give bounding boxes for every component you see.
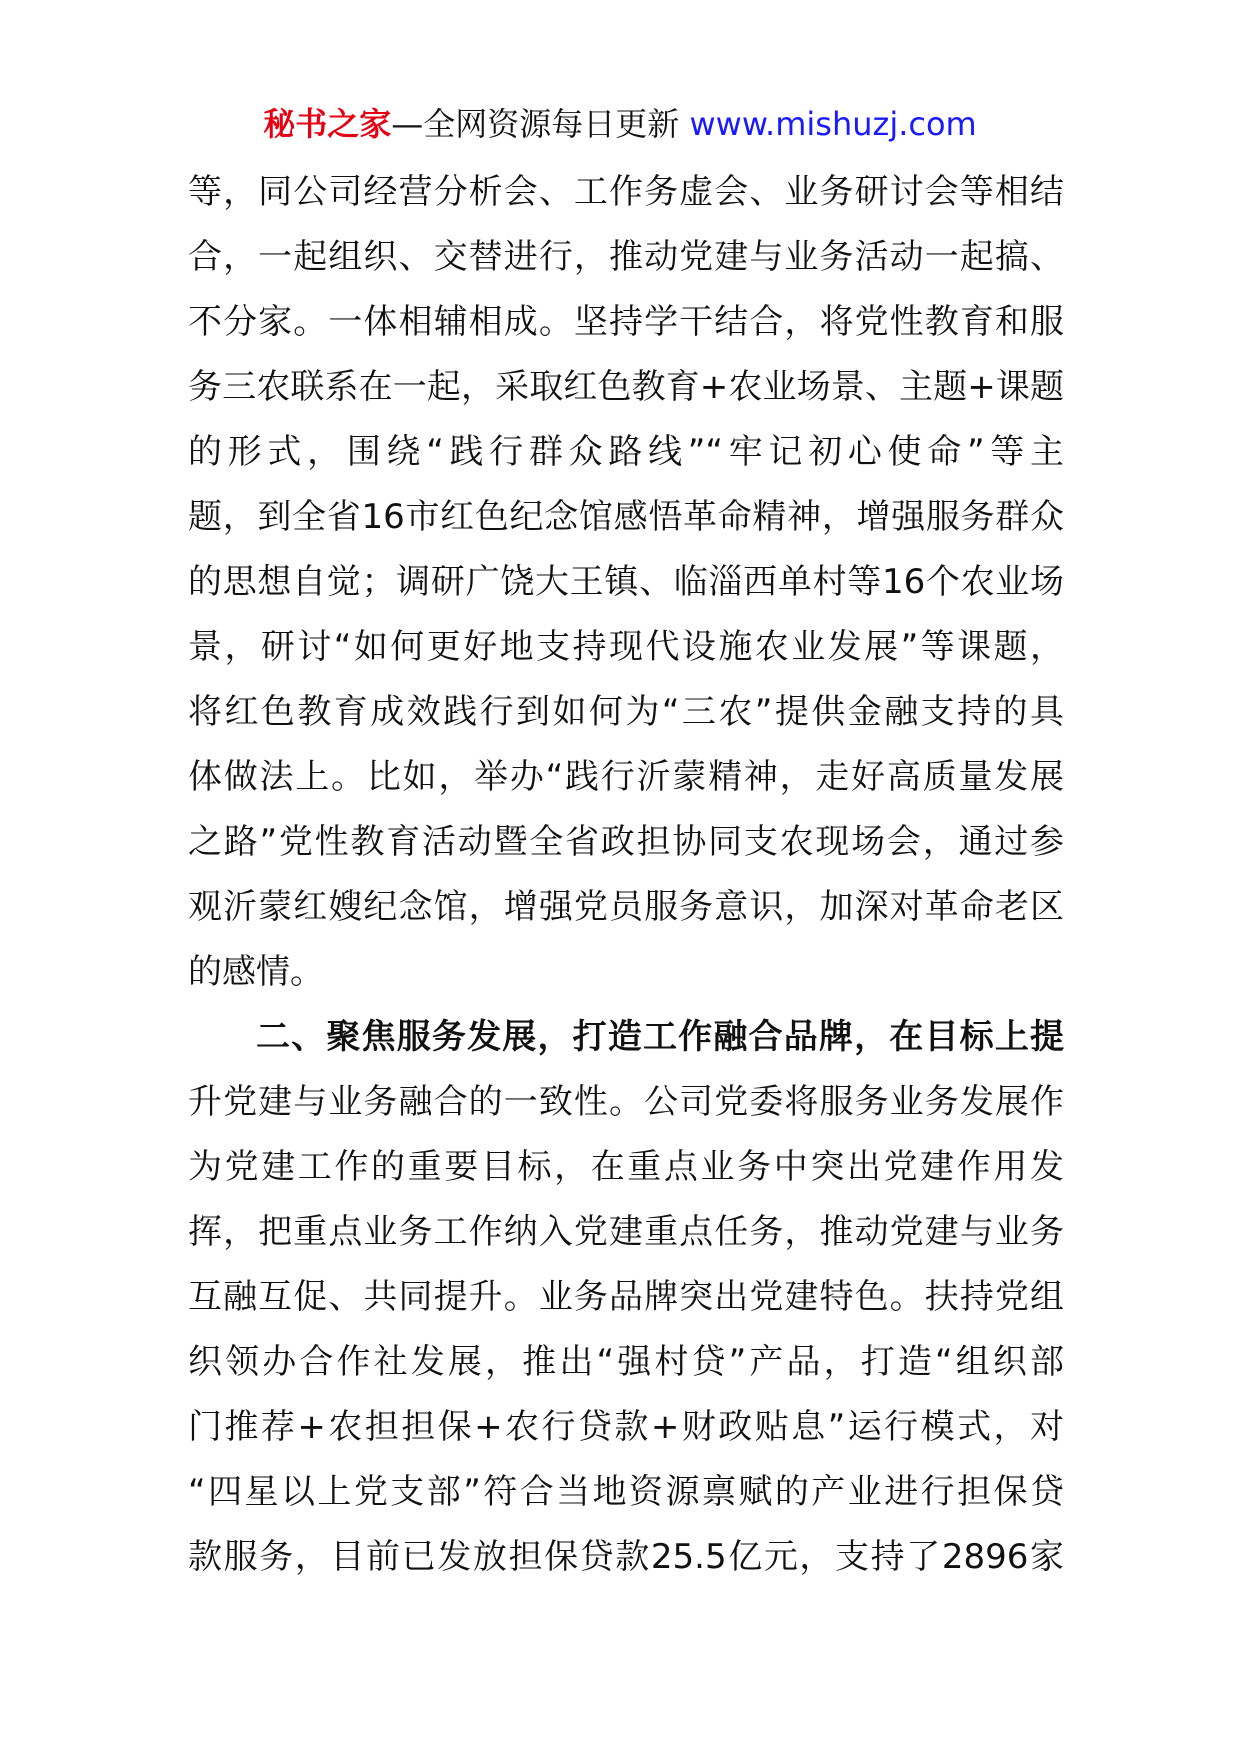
site-url[interactable]: www.mishuzj.com <box>689 105 977 143</box>
text-line: 款服务，目前已发放担保贷款25.5亿元，支持了2896家 <box>188 1537 1064 1577</box>
text-line: 为党建工作的重要目标，在重点业务中突出党建作用发 <box>188 1147 1064 1187</box>
text-line: 挥，把重点业务工作纳入党建重点任务，推动党建与业务 <box>188 1212 1064 1252</box>
header-tagline: —全网资源每日更新 <box>391 105 690 143</box>
text-line: 体做法上。比如，举办“践行沂蒙精神，走好高质量发展 <box>188 757 1064 797</box>
text-line: 景，研讨“如何更好地支持现代设施农业发展”等课题， <box>188 627 1064 667</box>
text-line: 不分家。一体相辅相成。坚持学干结合，将党性教育和服 <box>188 302 1064 342</box>
text-line: 互融互促、共同提升。业务品牌突出党建特色。扶持党组 <box>188 1277 1064 1317</box>
brand-name: 秘书之家 <box>263 105 392 143</box>
text-line: “四星以上党支部”符合当地资源禀赋的产业进行担保贷 <box>188 1472 1064 1512</box>
text-line: 合，一起组织、交替进行，推动党建与业务活动一起搞、 <box>188 237 1064 277</box>
document-body <box>188 160 1064 1590</box>
text-line: 务三农联系在一起，采取红色教育+农业场景、主题+课题 <box>188 367 1064 407</box>
text-line: 织领办合作社发展，推出“强村贷”产品，打造“组织部 <box>188 1342 1064 1382</box>
text-line: 升党建与业务融合的一致性。公司党委将服务业务发展作 <box>188 1082 1064 1122</box>
text-line: 门推荐+农担担保+农行贷款+财政贴息”运行模式，对 <box>188 1407 1064 1447</box>
text-line: 观沂蒙红嫂纪念馆，增强党员服务意识，加深对革命老区 <box>188 887 1064 927</box>
text-line: 将红色教育成效践行到如何为“三农”提供金融支持的具 <box>188 692 1064 732</box>
section-heading-line: 二、聚焦服务发展，打造工作融合品牌，在目标上提 <box>256 1017 1064 1057</box>
text-line: 的感情。 <box>188 952 324 992</box>
text-line: 等，同公司经营分析会、工作务虚会、业务研讨会等相结 <box>188 172 1064 212</box>
site-header <box>0 102 1240 146</box>
text-line: 之路”党性教育活动暨全省政担协同支农现场会，通过参 <box>188 822 1064 862</box>
text-line: 的形式，围绕“践行群众路线”“牢记初心使命”等主 <box>188 432 1064 472</box>
text-line: 的思想自觉；调研广饶大王镇、临淄西单村等16个农业场 <box>188 562 1064 602</box>
text-line: 题，到全省16市红色纪念馆感悟革命精神，增强服务群众 <box>188 497 1064 537</box>
